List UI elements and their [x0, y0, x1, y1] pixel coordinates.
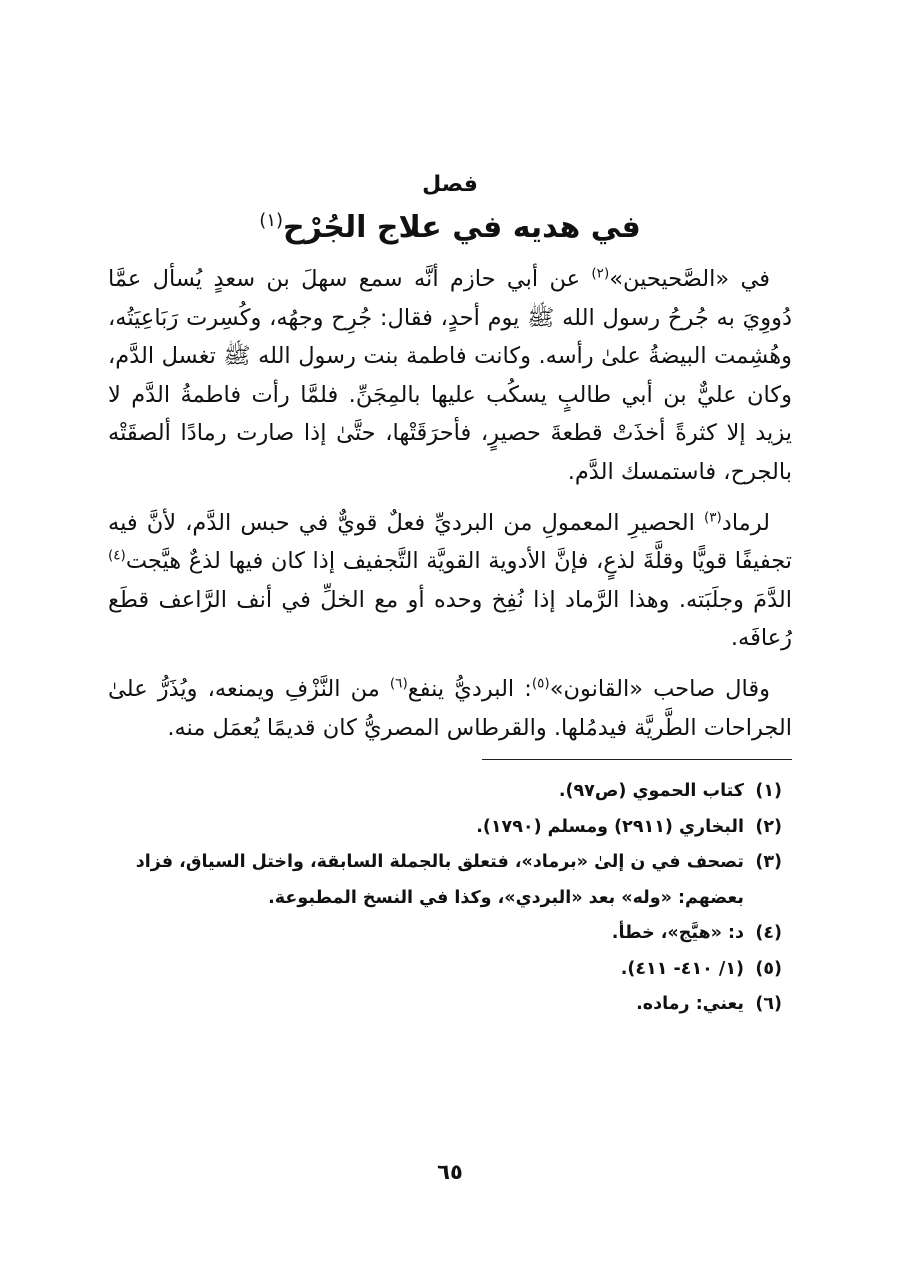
footnote-ref: (٥) [531, 675, 550, 692]
paragraph-2 [108, 504, 792, 658]
footnote-item [108, 810, 782, 846]
footnote-number: (٥) [755, 958, 782, 979]
footnote-text: البخاري (٢٩١١) ومسلم (١٧٩٠). [476, 816, 744, 837]
footnote-item [108, 774, 782, 810]
footnote-number: (٢) [755, 816, 782, 837]
footnote-text: د: «هيَّج»، خطأ. [611, 923, 744, 944]
paragraph-text: الدَّمَ وجلَبَته. وهذا الرَّماد إذا نُفِخ وحده أو مع الخلِّ في أنف الرَّاعف قطَع رُعافَه. [108, 586, 792, 652]
chapter-title-footnote-ref: (١) [259, 210, 284, 231]
section-label: فصل [422, 172, 478, 197]
paragraph-text: من النَّزْفِ ويمنعه، ويُذَرُّ علىٰ الجراحات الطَّريَّة فيدمُلها. والقرطاس المصريُّ كان قديمًا يُعمَل منه. [108, 675, 792, 741]
footnote-item [108, 845, 782, 916]
footnote-number: (٣) [755, 852, 782, 873]
chapter-title [108, 206, 792, 250]
page-content [108, 170, 792, 1023]
paragraph-text: الحصيرِ المعمولِ من البرديِّ فعلٌ قويٌّ في حبس الدَّم، لأنَّ فيه تجفيفًا قويًّا وقلَّةَ لذعٍ، فإنَّ الأدوية القويَّة التَّجفيف إذا كان فيها لذعٌ هيَّجت [108, 509, 792, 575]
paragraph-text: وقال صاحب «القانون» [549, 675, 770, 702]
paragraph-text: في «الصَّحيحين» [609, 266, 770, 292]
footnotes [108, 774, 792, 1023]
footnote-text: (١/ ٤١٠- ٤١١). [620, 958, 744, 979]
page-number: ٦٥ [437, 1160, 463, 1184]
footnote-number: (٦) [755, 994, 782, 1015]
paragraph-text: عن أبي حازم أنَّه سمع سهلَ بن سعدٍ يُسأل عمَّا دُووِيَ به جُرحُ رسول الله ﷺ يوم أحدٍ، فقال: جُرِح وجهُه، وكُسِرت رَبَاعِيَتُه، وهُشِمت البيضةُ علىٰ رأسه. وكانت فاطمة بنت رسول الله ﷺ تغسل الدَّم، وكان عليٌّ بن أبي طالبٍ يسكُب عليها بالمِجَنِّ. فلمَّا رأت فاطمةُ الدَّم لا يزيد إلا كثرةً أخذَتْ قطعةَ حصيرٍ، فأحرَقَتْها، حتَّىٰ إذا صارت رمادًا ألصقَتْه بالجرح، فاستمسك الدَّم. [108, 266, 792, 485]
footnote-item [108, 916, 782, 952]
footnote-item [108, 952, 782, 988]
paragraph-3 [108, 670, 792, 747]
chapter-title-text: في هديه في علاج الجُرْح [283, 210, 641, 245]
footnote-text: تصحف في ن إلىٰ «برماد»، فتعلق بالجملة السابقة، واختل السياق، فزاد بعضهم: «وله» بعد «البردي»، وكذا في النسخ المطبوعة. [135, 852, 744, 908]
footnote-text: كتاب الحموي (ص٩٧). [558, 781, 744, 802]
paragraph-text: : البرديُّ ينفع [407, 675, 532, 702]
footnote-text: يعني: رماده. [636, 994, 744, 1015]
footnote-number: (١) [755, 781, 782, 802]
footnote-item [108, 987, 782, 1023]
footnote-ref: (٣) [703, 509, 722, 526]
footnote-divider [482, 759, 792, 760]
footnote-ref: (٤) [108, 547, 126, 564]
footnote-ref: (٢) [591, 265, 610, 282]
footnote-ref: (٦) [389, 675, 408, 692]
paragraph-text: لرماد [721, 509, 770, 536]
footnote-number: (٤) [755, 923, 782, 944]
paragraph-1 [108, 260, 792, 492]
